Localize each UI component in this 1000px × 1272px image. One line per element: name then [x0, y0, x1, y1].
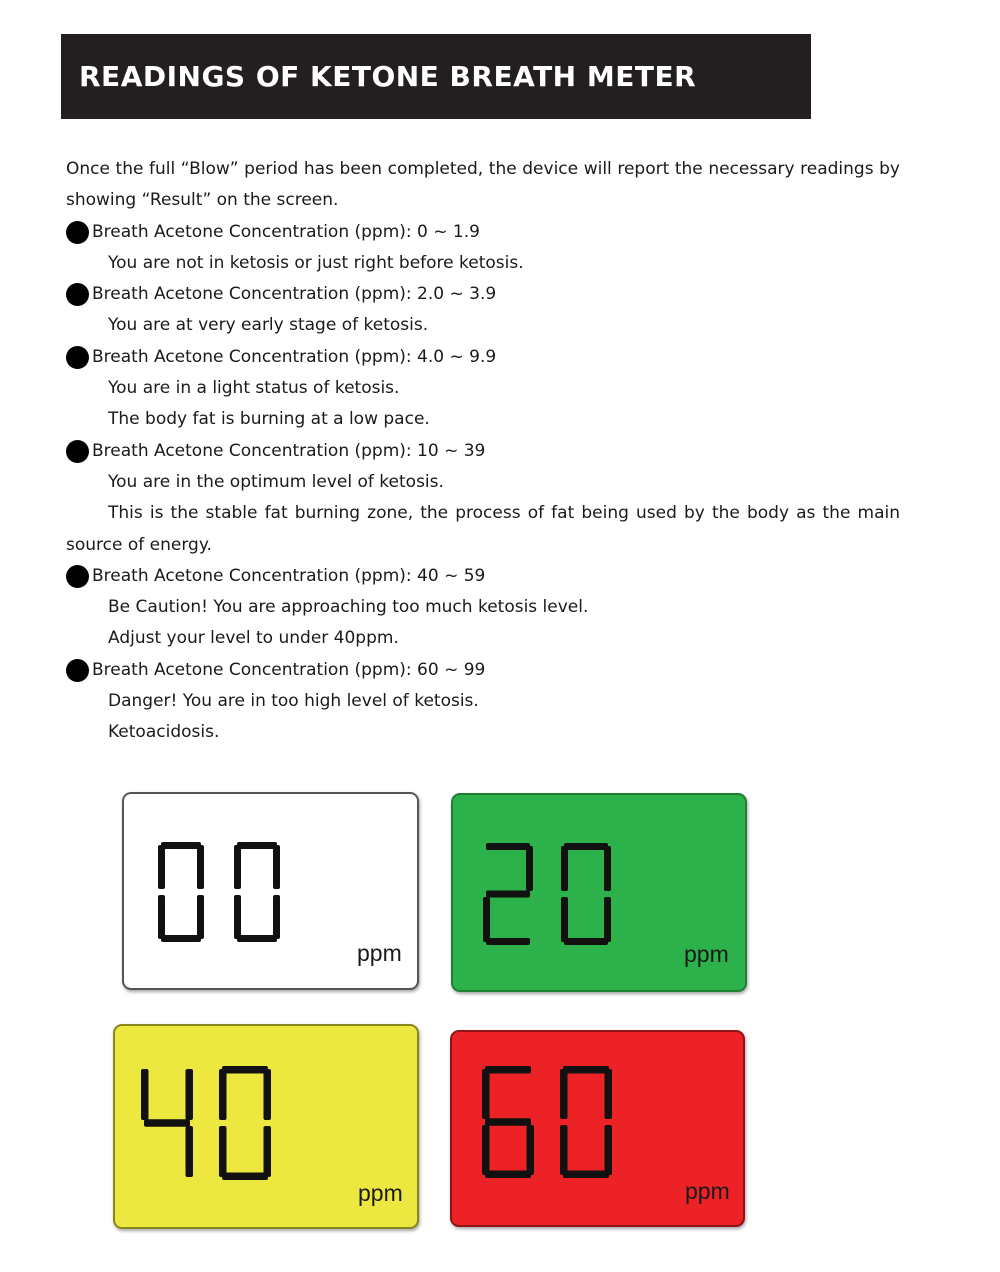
unit-label: ppm: [358, 1180, 403, 1206]
lcd-segment: [485, 1171, 531, 1179]
lcd-segment: [483, 897, 490, 942]
lcd-segment: [482, 1125, 490, 1175]
level-5-desc-2: Adjust your level to under 40ppm.: [108, 628, 399, 649]
bullet-icon: [66, 440, 89, 463]
unit-label: ppm: [684, 941, 729, 967]
display-red: [450, 1030, 745, 1227]
lcd-segment: [273, 845, 280, 889]
level-2-range: Breath Acetone Concentration (ppm): 2.0 ~ 3.9: [66, 279, 900, 310]
lcd-segment: [234, 895, 241, 939]
level-6-range: Breath Acetone Concentration (ppm): 60 ~ 99: [66, 655, 900, 686]
title-banner: [61, 34, 811, 119]
lcd-segment: [527, 1125, 535, 1175]
lcd-segment: [560, 1125, 568, 1175]
lcd-segment: [526, 846, 533, 891]
bullet-icon: [66, 565, 89, 588]
lcd-segment: [485, 1066, 531, 1074]
level-3-range: Breath Acetone Concentration (ppm): 4.0 ~ 9.9: [66, 342, 900, 373]
display-white: [122, 792, 419, 990]
lcd-segment: [264, 1126, 272, 1177]
lcd-segment: [158, 895, 165, 939]
lcd-segment: [197, 845, 204, 889]
lcd-segment: [563, 1171, 609, 1179]
lcd-segment: [144, 1119, 190, 1127]
display-green: [451, 793, 747, 992]
lcd-segment: [222, 1066, 268, 1074]
intro-line-1: Once the full “Blow” period has been completed, the device will report the necessary readings by: [66, 159, 900, 179]
lcd-segment: [563, 1066, 609, 1074]
level-4-desc-1: You are in the optimum level of ketosis.: [108, 471, 444, 492]
lcd-segment: [561, 897, 568, 942]
level-4-range: Breath Acetone Concentration (ppm): 10 ~ 39: [66, 436, 900, 467]
level-6-desc-1: Danger! You are in too high level of ketosis.: [108, 691, 479, 712]
lcd-segment: [161, 935, 201, 942]
instructions: [66, 154, 900, 749]
level-4-desc-2: This is the stable fat burning zone, the process of fat being used by the body as the main: [108, 503, 900, 524]
lcd-segment: [158, 845, 165, 889]
lcd-segment: [560, 1069, 568, 1119]
lcd-segment: [561, 846, 568, 891]
lcd-segment: [186, 1126, 194, 1177]
bullet-icon: [66, 283, 89, 306]
lcd-segment: [234, 845, 241, 889]
level-1-desc: You are not in ketosis or just right before ketosis.: [108, 252, 524, 273]
lcd-segment: [485, 1118, 531, 1126]
level-4-desc-3: source of energy.: [66, 534, 212, 555]
level-2-desc: You are at very early stage of ketosis.: [108, 315, 429, 336]
lcd-segment: [219, 1069, 227, 1120]
level-5-range: Breath Acetone Concentration (ppm): 40 ~ 59: [66, 561, 900, 592]
lcd-segment: [564, 843, 608, 850]
level-5-desc-1: Be Caution! You are approaching too much ketosis level.: [108, 597, 589, 618]
bullet-icon: [66, 221, 89, 244]
unit-label: ppm: [357, 940, 402, 966]
intro-line-2: showing “Result” on the screen.: [66, 190, 339, 211]
lcd-segment: [564, 938, 608, 945]
lcd-segment: [264, 1069, 272, 1120]
level-3-desc-2: The body fat is burning at a low pace.: [108, 409, 430, 430]
lcd-segment: [482, 1069, 490, 1119]
page-title: READINGS OF KETONE BREATH METER: [79, 60, 697, 93]
lcd-segment: [237, 842, 277, 849]
lcd-segment: [141, 1069, 149, 1120]
level-3-desc-1: You are in a light status of ketosis.: [108, 378, 400, 399]
lcd-segment: [273, 895, 280, 939]
lcd-segment: [161, 842, 201, 849]
lcd-segment: [219, 1126, 227, 1177]
display-yellow: [113, 1024, 419, 1229]
lcd-segment: [486, 891, 530, 898]
lcd-segment: [604, 897, 611, 942]
lcd-segment: [486, 938, 530, 945]
level-6-desc-2: Ketoacidosis.: [108, 722, 220, 743]
level-1-range: Breath Acetone Concentration (ppm): 0 ~ 1.9: [66, 217, 900, 248]
lcd-segment: [222, 1173, 268, 1181]
bullet-icon: [66, 659, 89, 682]
unit-label: ppm: [685, 1178, 730, 1204]
lcd-segment: [605, 1069, 613, 1119]
lcd-segment: [197, 895, 204, 939]
bullet-icon: [66, 346, 89, 369]
lcd-segment: [605, 1125, 613, 1175]
lcd-segment: [237, 935, 277, 942]
lcd-segment: [486, 843, 530, 850]
lcd-segment: [186, 1069, 194, 1120]
lcd-segment: [604, 846, 611, 891]
